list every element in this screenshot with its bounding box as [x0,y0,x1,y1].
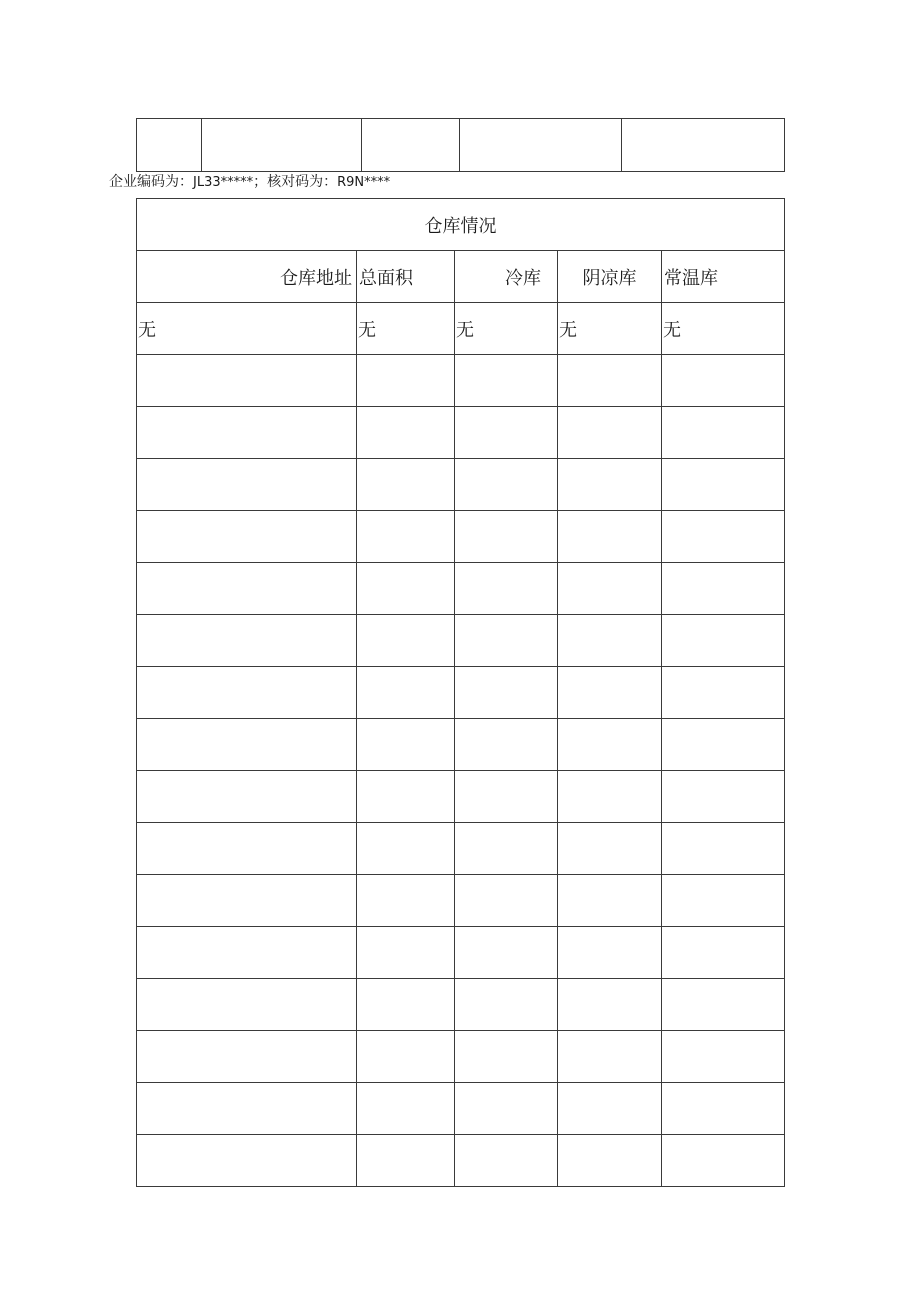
top-cell [362,119,460,172]
top-cell [460,119,622,172]
empty-cell [558,1031,662,1083]
empty-cell [662,927,785,979]
empty-cell [357,823,455,875]
empty-cell [662,1031,785,1083]
empty-cell [558,1135,662,1187]
empty-cell [357,875,455,927]
empty-cell [137,1083,357,1135]
warehouse-header-row [137,251,785,303]
header-normal: 常温库 [662,251,785,303]
empty-cell [558,355,662,407]
empty-cell [662,667,785,719]
empty-cell [455,511,558,563]
cell-cool: 无 [558,303,662,355]
empty-cell [455,875,558,927]
empty-cell [137,615,357,667]
empty-cell [455,823,558,875]
empty-row [137,823,785,875]
empty-cell [455,1083,558,1135]
header-total-area: 总面积 [357,251,455,303]
empty-cell [662,979,785,1031]
top-cell [137,119,202,172]
empty-cell [558,1083,662,1135]
empty-row [137,719,785,771]
cell-normal: 无 [662,303,785,355]
empty-cell [558,719,662,771]
empty-cell [662,511,785,563]
empty-cell [662,355,785,407]
empty-cell [137,355,357,407]
empty-cell [558,771,662,823]
empty-cell [357,979,455,1031]
empty-row [137,511,785,563]
empty-cell [662,875,785,927]
code-separator: ； [253,174,268,190]
cell-cold: 无 [455,303,558,355]
enterprise-code-line [109,173,390,192]
empty-row [137,1135,785,1187]
empty-cell [558,979,662,1031]
empty-row [137,459,785,511]
empty-cell [662,615,785,667]
empty-cell [137,407,357,459]
empty-cell [357,927,455,979]
empty-cell [137,667,357,719]
empty-cell [558,563,662,615]
empty-cell [662,823,785,875]
empty-cell [357,1083,455,1135]
warehouse-title: 仓库情况 [137,199,785,251]
warehouse-table [136,198,785,1187]
empty-row [137,771,785,823]
empty-cell [137,1135,357,1187]
empty-cell [455,355,558,407]
empty-cell [137,875,357,927]
top-fragment-row [137,119,785,172]
empty-row [137,667,785,719]
empty-cell [455,927,558,979]
empty-row [137,615,785,667]
empty-cell [357,355,455,407]
empty-cell [558,875,662,927]
check-code-value: R9N**** [337,175,391,190]
enterprise-code-value: JL33***** [193,175,254,190]
top-cell [202,119,362,172]
header-cold: 冷库 [455,251,558,303]
empty-cell [662,459,785,511]
empty-cell [558,407,662,459]
header-cool: 阴凉库 [558,251,662,303]
empty-cell [357,667,455,719]
empty-cell [455,667,558,719]
empty-cell [137,511,357,563]
empty-cell [357,459,455,511]
warehouse-title-row [137,199,785,251]
empty-rows [137,355,785,1187]
empty-cell [558,459,662,511]
empty-cell [137,563,357,615]
empty-cell [662,407,785,459]
warehouse-data-row [137,303,785,355]
empty-cell [137,719,357,771]
cell-total-area: 无 [357,303,455,355]
header-address: 仓库地址 [137,251,357,303]
check-code-label: 核对码为： [267,174,338,190]
empty-cell [558,667,662,719]
empty-cell [137,979,357,1031]
empty-cell [558,927,662,979]
empty-row [137,979,785,1031]
top-cell [622,119,785,172]
top-fragment-table [136,118,785,172]
empty-row [137,1083,785,1135]
empty-cell [662,563,785,615]
empty-cell [357,1135,455,1187]
cell-address: 无 [137,303,357,355]
empty-cell [662,1135,785,1187]
empty-cell [357,719,455,771]
empty-cell [455,563,558,615]
empty-cell [455,771,558,823]
empty-cell [357,407,455,459]
empty-row [137,927,785,979]
empty-cell [357,771,455,823]
empty-cell [455,1031,558,1083]
empty-cell [357,511,455,563]
empty-cell [558,823,662,875]
empty-row [137,563,785,615]
empty-cell [357,615,455,667]
empty-row [137,875,785,927]
empty-cell [455,1135,558,1187]
empty-cell [137,823,357,875]
empty-row [137,1031,785,1083]
empty-cell [357,563,455,615]
empty-row [137,355,785,407]
empty-cell [357,1031,455,1083]
empty-cell [455,459,558,511]
empty-cell [137,771,357,823]
empty-cell [455,979,558,1031]
empty-cell [558,511,662,563]
empty-cell [662,719,785,771]
empty-cell [137,927,357,979]
empty-cell [558,615,662,667]
empty-cell [137,1031,357,1083]
empty-cell [455,407,558,459]
empty-cell [455,719,558,771]
enterprise-code-label: 企业编码为： [109,174,193,190]
empty-cell [137,459,357,511]
empty-row [137,407,785,459]
empty-cell [662,771,785,823]
empty-cell [662,1083,785,1135]
empty-cell [455,615,558,667]
